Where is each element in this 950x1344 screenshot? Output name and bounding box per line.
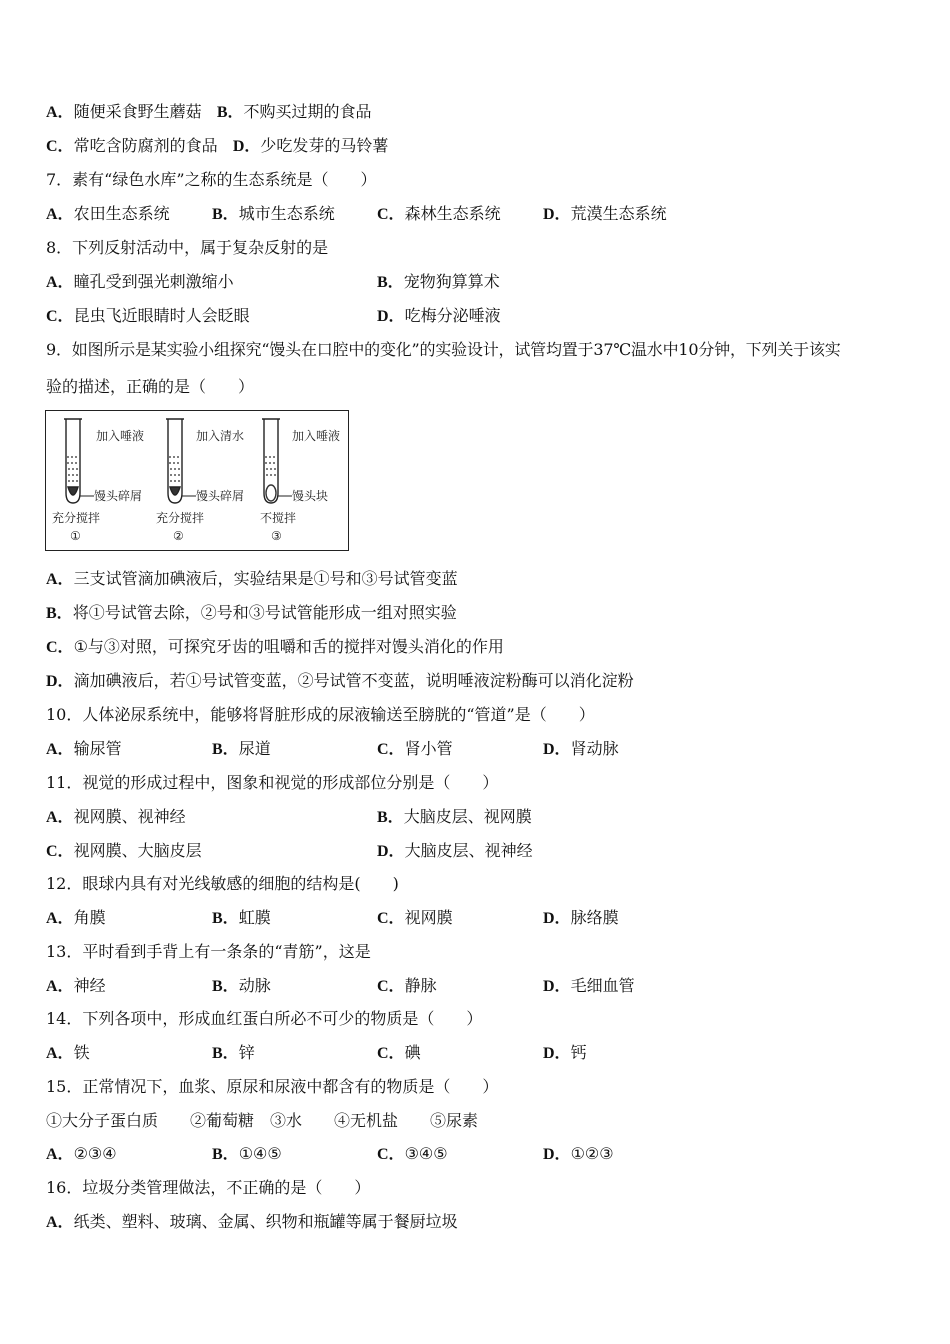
tube3-label-top: 加入唾液 bbox=[292, 429, 341, 443]
tube2-label-bottom: 馒头碎屑 bbox=[196, 489, 245, 503]
option-label: D． bbox=[232, 138, 261, 155]
option-c: C．森林生态系统 bbox=[377, 204, 501, 223]
option-a: A．输尿管 bbox=[46, 739, 122, 758]
q8-options-ab bbox=[46, 272, 906, 292]
q12-stem: 12．眼球内具有对光线敏感的细胞的结构是( ) bbox=[46, 874, 399, 893]
q7-options bbox=[46, 204, 906, 224]
option-d: D．毛细血管 bbox=[543, 976, 635, 995]
option-text: 不购买过期的食品 bbox=[243, 102, 372, 121]
q6-option-line-2 bbox=[46, 136, 388, 157]
option-b: B．宠物狗算算术 bbox=[377, 272, 500, 291]
option-d: D．肾动脉 bbox=[543, 739, 619, 758]
q15-stem: 15．正常情况下，血浆、原尿和尿液中都含有的物质是（ ） bbox=[46, 1077, 499, 1096]
q14-stem: 14．下列各项中，形成血红蛋白所必不可少的物质是（ ） bbox=[46, 1009, 483, 1028]
option-b: B．大脑皮层、视网膜 bbox=[377, 807, 532, 826]
q16-option-a: A．纸类、塑料、玻璃、金属、织物和瓶罐等属于餐厨垃圾 bbox=[46, 1212, 458, 1231]
q9-option-c: C．①与③对照，可探究牙齿的咀嚼和舌的搅拌对馒头消化的作用 bbox=[46, 637, 504, 656]
option-text: 少吃发芽的马铃薯 bbox=[260, 136, 389, 155]
option-d: D．大脑皮层、视神经 bbox=[377, 841, 533, 860]
option-label: A． bbox=[46, 104, 74, 121]
option-text: 常吃含防腐剂的食品 bbox=[73, 136, 218, 155]
q10-options bbox=[46, 739, 906, 759]
option-c: C．③④⑤ bbox=[377, 1144, 448, 1163]
test-tube-2 bbox=[166, 419, 196, 503]
q7-stem: 7．素有“绿色水库”之称的生态系统是（ ） bbox=[46, 170, 377, 189]
option-a: A．神经 bbox=[46, 976, 106, 995]
tube2-num: ② bbox=[173, 529, 184, 543]
q15-items: ①大分子蛋白质 ②葡萄糖 ③水 ④无机盐 ⑤尿素 bbox=[46, 1111, 479, 1130]
q14-options bbox=[46, 1043, 906, 1063]
option-c: C．昆虫飞近眼睛时人会眨眼 bbox=[46, 306, 250, 325]
option-d: D．吃梅分泌唾液 bbox=[377, 306, 501, 325]
option-b: B．锌 bbox=[212, 1043, 255, 1062]
q16-stem: 16．垃圾分类管理做法，不正确的是（ ） bbox=[46, 1178, 371, 1197]
tube1-label-top: 加入唾液 bbox=[96, 429, 145, 443]
q9-option-a: A．三支试管滴加碘液后，实验结果是①号和③号试管变蓝 bbox=[46, 569, 458, 588]
q13-stem: 13．平时看到手背上有一条条的“青筋”，这是 bbox=[46, 942, 371, 961]
q11-options-cd bbox=[46, 841, 906, 861]
experiment-figure bbox=[45, 410, 349, 551]
option-c: C．静脉 bbox=[377, 976, 437, 995]
test-tube-3 bbox=[262, 419, 292, 503]
q6-option-line-1 bbox=[46, 102, 372, 123]
option-b: B．动脉 bbox=[212, 976, 271, 995]
option-b: B．尿道 bbox=[212, 739, 271, 758]
tube3-stir: 不搅拌 bbox=[260, 511, 297, 525]
option-text: 随便采食野生蘑菇 bbox=[73, 102, 202, 121]
q15-options bbox=[46, 1144, 906, 1164]
q8-options-cd bbox=[46, 306, 906, 326]
option-b: B．①④⑤ bbox=[212, 1144, 282, 1163]
q10-stem: 10．人体泌尿系统中，能够将肾脏形成的尿液输送至膀胱的“管道”是（ ） bbox=[46, 705, 595, 724]
option-d: D．①②③ bbox=[543, 1144, 614, 1163]
option-b: B．城市生态系统 bbox=[212, 204, 335, 223]
q11-options-ab bbox=[46, 807, 906, 827]
test-tube-1 bbox=[64, 419, 94, 503]
option-b: B．虹膜 bbox=[212, 908, 271, 927]
tube2-label-top: 加入清水 bbox=[196, 429, 245, 443]
option-d: D．钙 bbox=[543, 1043, 587, 1062]
q9-stem-line-2: 验的描述，正确的是（ ） bbox=[46, 377, 255, 396]
option-c: C．视网膜、大脑皮层 bbox=[46, 841, 202, 860]
q12-options bbox=[46, 908, 906, 928]
option-a: A．瞳孔受到强光刺激缩小 bbox=[46, 272, 234, 291]
option-c: C．视网膜 bbox=[377, 908, 453, 927]
option-label: B． bbox=[216, 104, 244, 121]
option-a: A．②③④ bbox=[46, 1144, 117, 1163]
option-c: C．碘 bbox=[377, 1043, 421, 1062]
q9-option-d: D．滴加碘液后，若①号试管变蓝，②号试管不变蓝，说明唾液淀粉酶可以消化淀粉 bbox=[46, 671, 634, 690]
option-c: C．肾小管 bbox=[377, 739, 453, 758]
q13-options bbox=[46, 976, 906, 996]
option-d: D．脉络膜 bbox=[543, 908, 619, 927]
tube2-stir: 充分搅拌 bbox=[156, 511, 205, 525]
tube1-num: ① bbox=[70, 529, 81, 543]
option-a: A．农田生态系统 bbox=[46, 204, 170, 223]
option-a: A．角膜 bbox=[46, 908, 106, 927]
q9-stem-line-1: 9．如图所示是某实验小组探究“馒头在口腔中的变化”的实验设计，试管均置于37℃温水中10分钟，下列关于该实 bbox=[46, 340, 841, 359]
option-d: D．荒漠生态系统 bbox=[543, 204, 667, 223]
tube1-stir: 充分搅拌 bbox=[52, 511, 101, 525]
tube3-label-bottom: 馒头块 bbox=[292, 489, 329, 503]
tube3-num: ③ bbox=[271, 529, 282, 543]
option-label: C． bbox=[46, 138, 74, 155]
tube1-label-bottom: 馒头碎屑 bbox=[94, 489, 143, 503]
q9-option-b: B．将①号试管去除，②号和③号试管能形成一组对照实验 bbox=[46, 603, 457, 622]
option-a: A．铁 bbox=[46, 1043, 90, 1062]
option-a: A．视网膜、视神经 bbox=[46, 807, 186, 826]
q11-stem: 11．视觉的形成过程中，图象和视觉的形成部位分别是（ ） bbox=[46, 773, 499, 792]
q8-stem: 8．下列反射活动中，属于复杂反射的是 bbox=[46, 238, 329, 257]
